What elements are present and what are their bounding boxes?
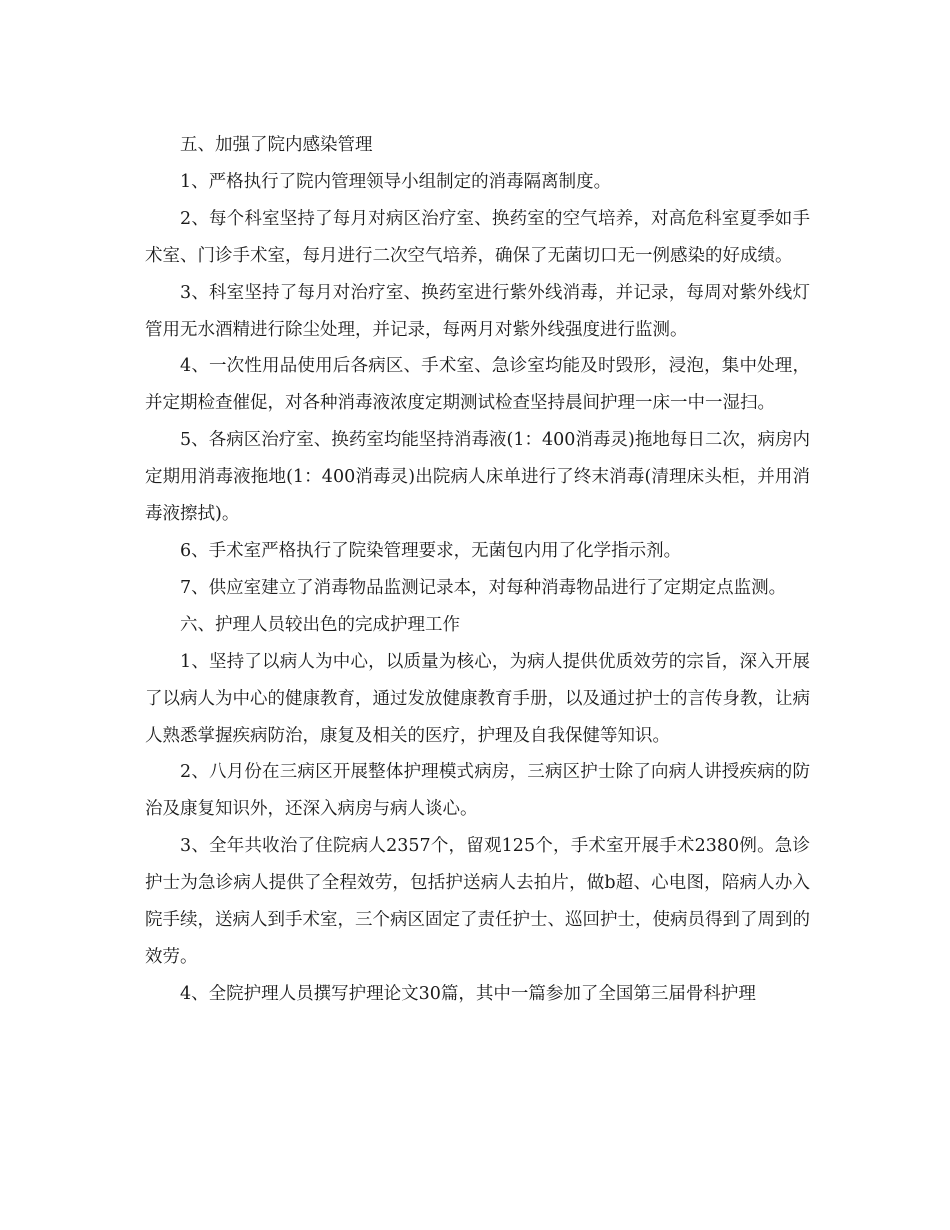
paragraph: 1、严格执行了院内管理领导小组制定的消毒隔离制度。 xyxy=(180,171,612,192)
paragraph: 2、每个科室坚持了每月对病区治疗室、换药室的空气培养，对高危科室夏季如手术室、门诊手术室，每月进行二次空气培养，确保了无菌切口无一例感染的好成绩。 xyxy=(145,208,810,266)
section-heading-nursing-work: 六、护理人员较出色的完成护理工作 xyxy=(180,614,460,635)
paragraph: 6、手术室严格执行了院染管理要求，无菌包内用了化学指示剂。 xyxy=(180,540,682,561)
paragraph: 4、一次性用品使用后各病区、手术室、急诊室均能及时毁形，浸泡，集中处理，并定期检查催促，对各种消毒液浓度定期测试检查坚持晨间护理一床一中一湿扫。 xyxy=(145,356,810,414)
paragraph: 3、全年共收治了住院病人2357个，留观125个，手术室开展手术2380例。急诊护士为急诊病人提供了全程效劳，包括护送病人去拍片，做b超、心电图，陪病人办入院手续，送病人到手术室，三个病区固定了责任护士、巡回护士，使病员得到了周到的效劳。 xyxy=(145,836,810,967)
document-body xyxy=(145,127,810,1013)
paragraph: 7、供应室建立了消毒物品监测记录本，对每种消毒物品进行了定期定点监测。 xyxy=(180,577,787,598)
paragraph: 4、全院护理人员撰写护理论文30篇，其中一篇参加了全国第三届骨科护理 xyxy=(180,983,756,1004)
paragraph: 5、各病区治疗室、换药室均能坚持消毒液(1：400消毒灵)拖地每日二次，病房内定期用消毒液拖地(1：400消毒灵)出院病人床单进行了终末消毒(清理床头柜，并用消毒液擦拭)。 xyxy=(145,430,810,525)
paragraph: 1、坚持了以病人为中心，以质量为核心，为病人提供优质效劳的宗旨，深入开展了以病人为中心的健康教育，通过发放健康教育手册，以及通过护士的言传身教，让病人熟悉掌握疾病防治，康复及相关的医疗，护理及自我保健等知识。 xyxy=(145,651,810,746)
section-heading-infection-control: 五、加强了院内感染管理 xyxy=(180,135,373,155)
paragraph: 3、科室坚持了每月对治疗室、换药室进行紫外线消毒，并记录，每周对紫外线灯管用无水酒精进行除尘处理，并记录，每两月对紫外线强度进行监测。 xyxy=(145,282,810,340)
paragraph: 2、八月份在三病区开展整体护理模式病房，三病区护士除了向病人讲授疾病的防治及康复知识外，还深入病房与病人谈心。 xyxy=(145,762,810,820)
